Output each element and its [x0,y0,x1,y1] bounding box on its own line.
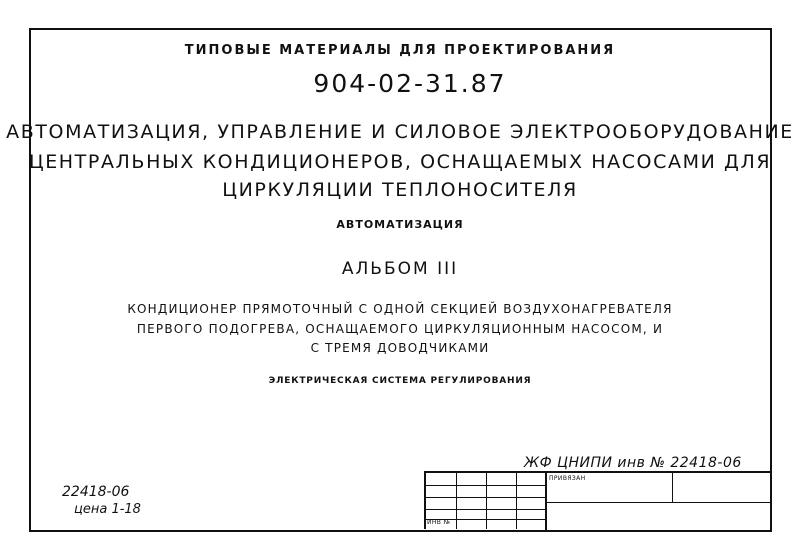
section-label: АВТОМАТИЗАЦИЯ [336,218,464,231]
subsystem-label: ЭЛЕКТРИЧЕСКАЯ СИСТЕМА РЕГУЛИРОВАНИЯ [268,376,532,386]
stamp-divider [545,471,547,530]
series-title: ТИПОВЫЕ МАТЕРИАЛЫ ДЛЯ ПРОЕКТИРОВАНИЯ [184,43,616,58]
description-line-1: КОНДИЦИОНЕР ПРЯМОТОЧНЫЙ С ОДНОЙ СЕКЦИЕЙ ВОЗДУХОНАГРЕВАТЕЛЯ [127,302,673,316]
privyazan-label: ПРИВЯЗАН [549,475,586,482]
description-line-3: С ТРЕМЯ ДОВОДЧИКАМИ [310,341,490,355]
stamp-grid-row-line [426,509,545,510]
title-line-3: ЦИРКУЛЯЦИИ ТЕПЛОНОСИТЕЛЯ [222,179,578,201]
title-line-1: АВТОМАТИЗАЦИЯ, УПРАВЛЕНИЕ И СИЛОВОЕ ЭЛЕКТРООБОРУДОВАНИЕ [6,121,794,143]
inventory-number-label: ИНВ № [427,519,451,526]
handwritten-left-price: цена 1-18 [74,502,141,517]
document-code: 904-02-31.87 [313,69,507,98]
stamp-grid-column-line [516,473,517,529]
stamp-divider-secondary [672,471,673,503]
stamp-grid-column-line [456,473,457,529]
title-line-2: ЦЕНТРАЛЬНЫХ КОНДИЦИОНЕРОВ, ОСНАЩАЕМЫХ НАСОСАМИ ДЛЯ [28,151,772,173]
handwritten-inventory: ЖФ ЦНИПИ инв № 22418-06 [524,455,742,471]
stamp-grid-column-line [486,473,487,529]
description-line-2: ПЕРВОГО ПОДОГРЕВА, ОСНАЩАЕМОГО ЦИРКУЛЯЦИОННЫМ НАСОСОМ, И [136,322,664,336]
album-label: АЛЬБОМ III [341,259,459,279]
stamp-top-line [545,471,772,473]
handwritten-left-number: 22418-06 [62,484,130,500]
stamp-mid-line [545,502,772,503]
stamp-grid-row-line [426,485,545,486]
stamp-grid-row-line [426,497,545,498]
